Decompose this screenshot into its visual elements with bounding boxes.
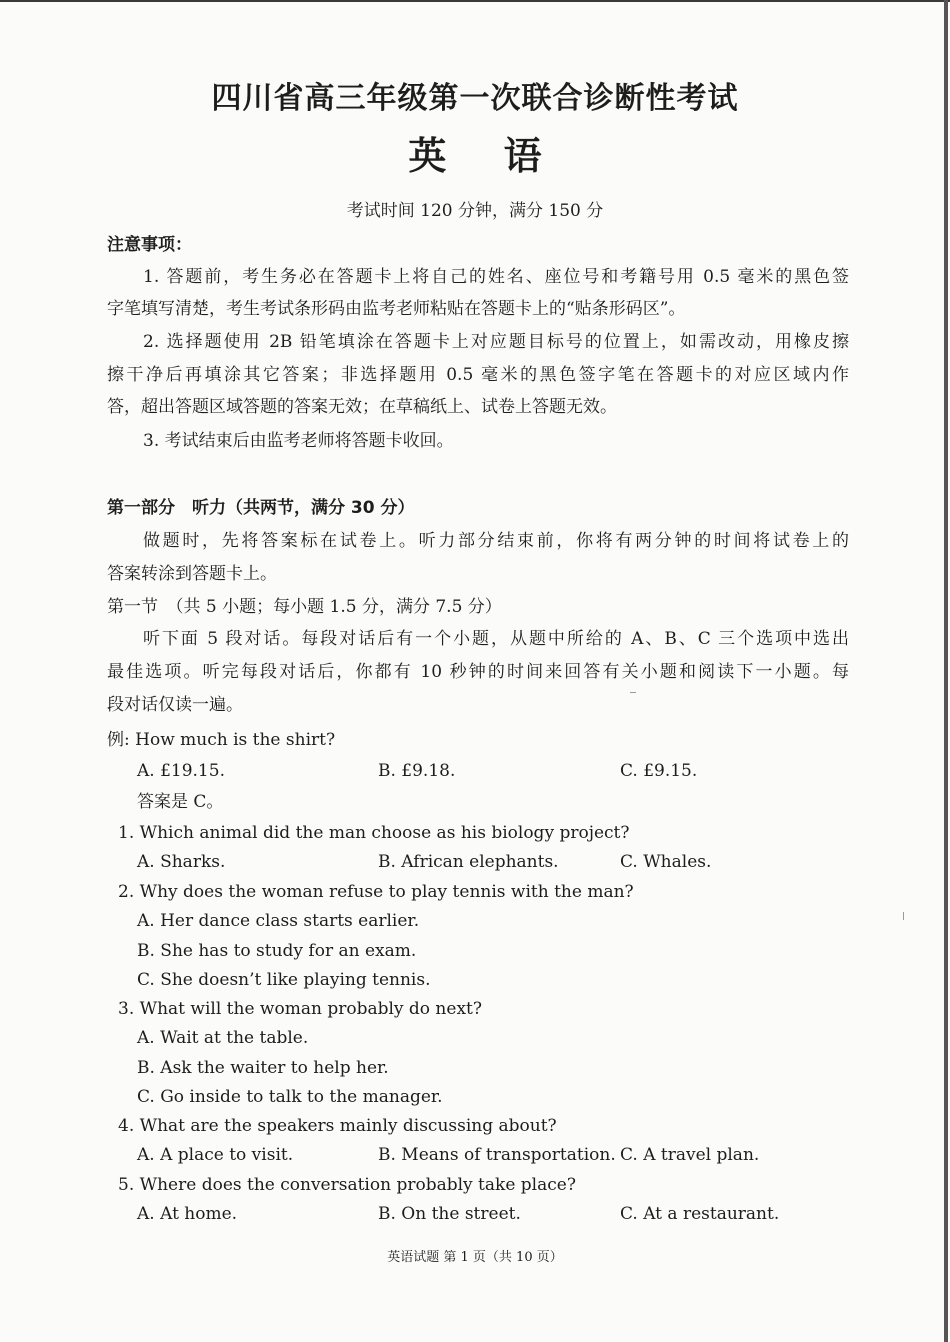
notice-heading: 注意事项：	[107, 235, 192, 255]
section1-line-2: 最佳选项。听完每段对话后，你都有 10 秒钟的时间来回答有关小题和阅读下一小题。每	[107, 662, 849, 682]
q2-option-a: A. Her dance class starts earlier.	[137, 911, 420, 931]
subject-title: 英 语	[408, 134, 564, 178]
part1-intro-line-1: 做题时，先将答案标在试卷上。听力部分结束前，你将有两分钟的时间将试卷上的	[143, 531, 849, 551]
example-option-c: C. £9.15.	[620, 761, 698, 781]
q4-option-c: C. A travel plan.	[620, 1145, 760, 1165]
page-footer: 英语试题 第 1 页（共 10 页）	[387, 1250, 563, 1265]
notice-item-2-line-1: 2. 选择题使用 2B 铅笔填涂在答题卡上对应题目标号的位置上，如需改动，用橡皮擦	[143, 332, 849, 352]
example-answer: 答案是 C。	[137, 792, 224, 812]
section1-heading: 第一节 （共 5 小题；每小题 1.5 分，满分 7.5 分）	[107, 597, 502, 617]
question-2: 2. Why does the woman refuse to play tennis with the man?	[118, 882, 634, 902]
q2-option-b: B. She has to study for an exam.	[137, 941, 417, 961]
q1-option-b: B. African elephants.	[378, 852, 559, 872]
scan-mark	[630, 692, 636, 693]
example-option-b: B. £9.18.	[378, 761, 456, 781]
notice-item-1-line-1: 1. 答题前，考生务必在答题卡上将自己的姓名、座位号和考籍号用 0.5 毫米的黑色签	[143, 267, 849, 287]
notice-item-3: 3. 考试结束后由监考老师将答题卡收回。	[143, 431, 454, 451]
example-question: 例: How much is the shirt?	[107, 730, 336, 750]
q4-option-b: B. Means of transportation.	[378, 1145, 616, 1165]
notice-item-1-line-2: 字笔填写清楚，考生考试条形码由监考老师粘贴在答题卡上的“贴条形码区”。	[107, 299, 686, 319]
example-option-a: A. £19.15.	[137, 761, 225, 781]
q5-option-b: B. On the street.	[378, 1204, 521, 1224]
part1-intro-line-2: 答案转涂到答题卡上。	[107, 564, 277, 584]
q3-option-a: A. Wait at the table.	[137, 1028, 309, 1048]
q3-option-b: B. Ask the waiter to help her.	[137, 1058, 389, 1078]
exam-title: 四川省高三年级第一次联合诊断性考试	[211, 81, 739, 116]
scan-edge-top	[0, 0, 950, 2]
scan-mark	[903, 912, 904, 920]
q5-option-a: A. At home.	[137, 1204, 238, 1224]
section1-line-1: 听下面 5 段对话。每段对话后有一个小题，从题中所给的 A、B、C 三个选项中选出	[143, 629, 849, 649]
notice-item-2-line-3: 答，超出答题区域答题的答案无效；在草稿纸上、试卷上答题无效。	[107, 397, 617, 417]
notice-item-2-line-2: 擦干净后再填涂其它答案；非选择题用 0.5 毫米的黑色签字笔在答题卡的对应区域内作	[107, 365, 849, 385]
q5-option-c: C. At a restaurant.	[620, 1204, 780, 1224]
time-score: 考试时间 120 分钟，满分 150 分	[346, 201, 604, 221]
q4-option-a: A. A place to visit.	[137, 1145, 294, 1165]
part1-heading: 第一部分 听力（共两节，满分 30 分）	[107, 498, 415, 518]
question-1: 1. Which animal did the man choose as his biology project?	[118, 823, 630, 843]
question-5: 5. Where does the conversation probably take place?	[118, 1175, 576, 1195]
q1-option-c: C. Whales.	[620, 852, 712, 872]
q3-option-c: C. Go inside to talk to the manager.	[137, 1087, 443, 1107]
q1-option-a: A. Sharks.	[137, 852, 226, 872]
q2-option-c: C. She doesn’t like playing tennis.	[137, 970, 431, 990]
question-4: 4. What are the speakers mainly discussing about?	[118, 1116, 557, 1136]
question-3: 3. What will the woman probably do next?	[118, 999, 482, 1019]
section1-line-3: 段对话仅读一遍。	[107, 695, 243, 715]
